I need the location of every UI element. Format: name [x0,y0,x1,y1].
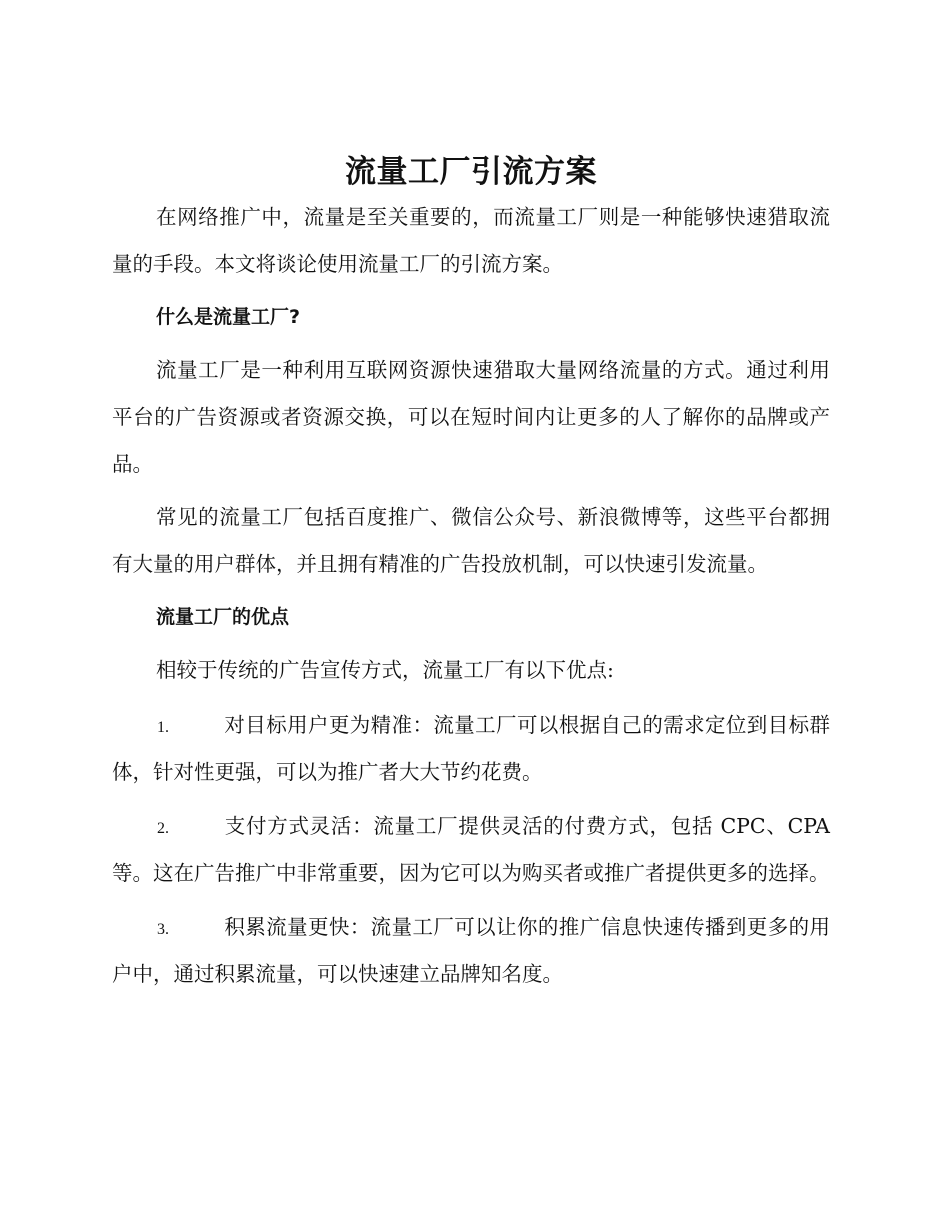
spacer [112,694,830,703]
list-item [112,905,830,997]
document-body [112,150,830,997]
list-item-number: 1. [157,719,169,736]
spacer [112,795,830,804]
section1-paragraph-1: 流量工厂是一种利用互联网资源快速猎取大量网络流量的方式。通过利用平台的广告资源或者资源交换，可以在短时间内让更多的人了解你的品牌或产品。 [112,358,830,476]
intro-paragraph: 在网络推广中，流量是至关重要的，而流量工厂则是一种能够快速猎取流量的手段。本文将谈论使用流量工厂的引流方案。 [112,205,830,276]
section-heading-advantages: 流量工厂的优点 [156,606,290,628]
document-title: 流量工厂引流方案 [345,154,597,190]
section1-paragraph-2: 常见的流量工厂包括百度推广、微信公众号、新浪微博等，这些平台都拥有大量的用户群体，并且拥有精准的广告投放机制，可以快速引发流量。 [112,505,830,576]
section-heading-what-is: 什么是流量工厂? [156,306,301,328]
list-item-number: 3. [157,921,169,938]
list-item [112,804,830,896]
list-item-text: 对目标用户更为精准：流量工厂可以根据自己的需求定位到目标群体，针对性更强，可以为推广者大大节约花费。 [112,713,830,784]
section2-lead: 相较于传统的广告宣传方式，流量工厂有以下优点: [156,658,614,682]
list-item-number: 2. [157,820,169,837]
list-item [112,703,830,795]
spacer [112,896,830,905]
list-item-text: 积累流量更快：流量工厂可以让你的推广信息快速传播到更多的用户中，通过积累流量，可以快速建立品牌知名度。 [112,915,830,986]
list-item-text: 支付方式灵活：流量工厂提供灵活的付费方式，包括 CPC、CPA 等。这在广告推广中非常重要，因为它可以为购买者或推广者提供更多的选择。 [112,814,830,885]
